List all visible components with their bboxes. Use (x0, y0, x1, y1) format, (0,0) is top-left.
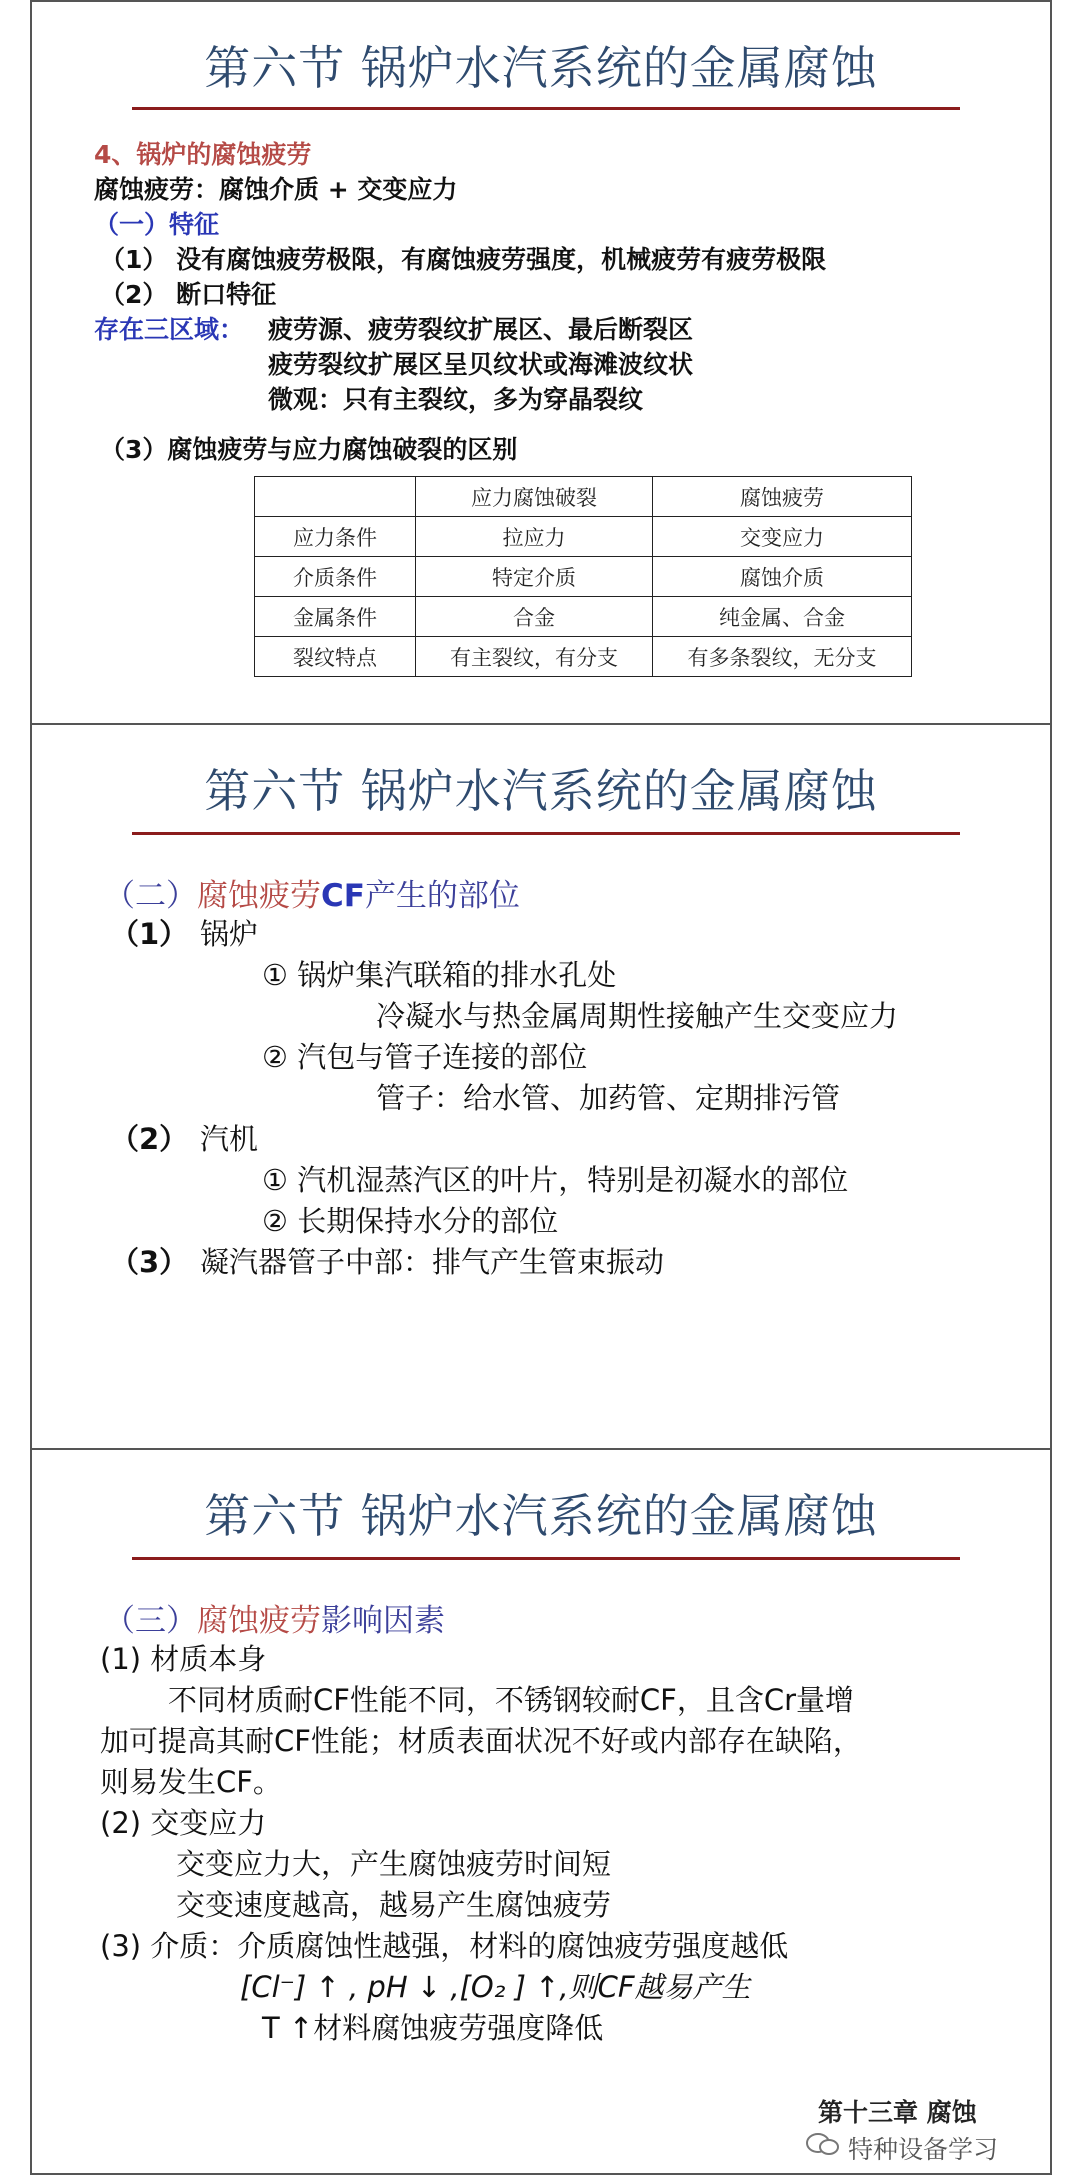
table-header-cell: 腐蚀疲劳 (653, 477, 912, 517)
slide-title: 第六节 锅炉水汽系统的金属腐蚀 (204, 764, 878, 818)
table-header-row (255, 477, 912, 517)
section-keyword: 腐蚀疲劳 (197, 1603, 321, 1639)
watermark-brand: 特种设备学习 (848, 2135, 999, 2164)
table-cell: 金属条件 (255, 597, 416, 637)
zones-line-2: 疲劳裂纹扩展区呈贝纹状或海滩波纹状 (268, 350, 694, 379)
factor-2: (2) 交变应力 (100, 1806, 267, 1840)
zones-text: 疲劳源、疲劳裂纹扩展区、最后断裂区 (268, 315, 694, 344)
item-2: （2） 断口特征 (100, 280, 277, 309)
table-cell: 合金 (416, 597, 653, 637)
slide-3 (30, 1448, 1052, 2175)
group-1-item-b: ② 汽包与管子连接的部位 (262, 1040, 588, 1074)
section-suffix: 影响因素 (321, 1603, 445, 1639)
table-row (255, 597, 912, 637)
group-2-label: 汽机 (200, 1122, 259, 1156)
section-suffix: 产生的部位 (364, 878, 520, 914)
factor-1-line-2: 加可提高其耐CF性能；材质表面状况不好或内部存在缺陷， (100, 1724, 862, 1758)
title-rule (132, 832, 960, 835)
table-cell: 拉应力 (416, 517, 653, 557)
factor-3-formula: [Cl⁻] ↑ , pH ↓ ,[O₂ ] ↑,则CF越易产生 (240, 1970, 751, 2004)
section-prefix: （三） (104, 1603, 197, 1639)
group-1-item-a-detail: 冷凝水与热金属周期性接触产生交变应力 (376, 999, 899, 1033)
slide-title: 第六节 锅炉水汽系统的金属腐蚀 (204, 41, 878, 95)
group-2-item-a: ① 汽机湿蒸汽区的叶片，特别是初凝水的部位 (262, 1163, 849, 1197)
comparison-table (254, 476, 912, 677)
table-row (255, 637, 912, 677)
slide-title: 第六节 锅炉水汽系统的金属腐蚀 (204, 1489, 878, 1543)
table-cell: 腐蚀介质 (653, 557, 912, 597)
factor-3: (3) 介质：介质腐蚀性越强，材料的腐蚀疲劳强度越低 (100, 1929, 789, 1963)
table-cell: 交变应力 (653, 517, 912, 557)
group-2-number: （2） (110, 1122, 189, 1156)
factor-2-line-2: 交变速度越高，越易产生腐蚀疲劳 (176, 1888, 612, 1922)
table-cell: 有多条裂纹，无分支 (653, 637, 912, 677)
table-row (255, 517, 912, 557)
table-cell: 纯金属、合金 (653, 597, 912, 637)
zones-label: 存在三区域： (94, 315, 245, 344)
item-1: （1） 没有腐蚀疲劳极限，有腐蚀疲劳强度，机械疲劳有疲劳极限 (100, 245, 827, 274)
title-rule (132, 107, 960, 110)
chapter-footer: 第十三章 腐蚀 (818, 2098, 977, 2127)
table-cell: 特定介质 (416, 557, 653, 597)
zones-line-3: 微观：只有主裂纹，多为穿晶裂纹 (268, 385, 644, 414)
factor-1-line-3: 则易发生CF。 (100, 1765, 282, 1799)
table-header-cell (255, 477, 416, 517)
table-cell: 有主裂纹，有分支 (416, 637, 653, 677)
title-rule (132, 1557, 960, 1560)
group-3-number: （3） (110, 1245, 189, 1279)
factor-3-temperature: T ↑材料腐蚀疲劳强度降低 (262, 2011, 604, 2045)
group-1-number: （1） (110, 917, 189, 951)
heading: 4、锅炉的腐蚀疲劳 (94, 140, 312, 169)
table-header-cell: 应力腐蚀破裂 (416, 477, 653, 517)
factor-2-line-1: 交变应力大，产生腐蚀疲劳时间短 (176, 1847, 612, 1881)
section-keyword: 腐蚀疲劳 (197, 878, 321, 914)
table-cell: 应力条件 (255, 517, 416, 557)
slide-1 (30, 0, 1052, 725)
section-heading (104, 1595, 445, 1640)
slide-2 (30, 723, 1052, 1450)
group-3-label: 凝汽器管子中部：排气产生管束振动 (200, 1245, 665, 1279)
group-2-item-b: ② 长期保持水分的部位 (262, 1204, 559, 1238)
table-cell: 介质条件 (255, 557, 416, 597)
group-1-item-b-detail: 管子：给水管、加药管、定期排污管 (376, 1081, 841, 1115)
section-heading (104, 870, 520, 915)
item-3: （3）腐蚀疲劳与应力腐蚀破裂的区别 (100, 435, 518, 464)
table-cell: 裂纹特点 (255, 637, 416, 677)
group-1-item-a: ① 锅炉集汽联箱的排水孔处 (262, 958, 617, 992)
section-heading: （一）特征 (94, 210, 220, 239)
wechat-icon (805, 2132, 841, 2156)
group-1-label: 锅炉 (200, 917, 259, 951)
factor-1-line-1: 不同材质耐CF性能不同，不锈钢较耐CF，且含Cr量增 (168, 1683, 855, 1717)
table-row (255, 557, 912, 597)
section-prefix: （二） (104, 878, 197, 914)
definition: 腐蚀疲劳：腐蚀介质 + 交变应力 (94, 175, 458, 204)
factor-1: (1) 材质本身 (100, 1642, 267, 1676)
section-cf: CF (321, 878, 365, 914)
